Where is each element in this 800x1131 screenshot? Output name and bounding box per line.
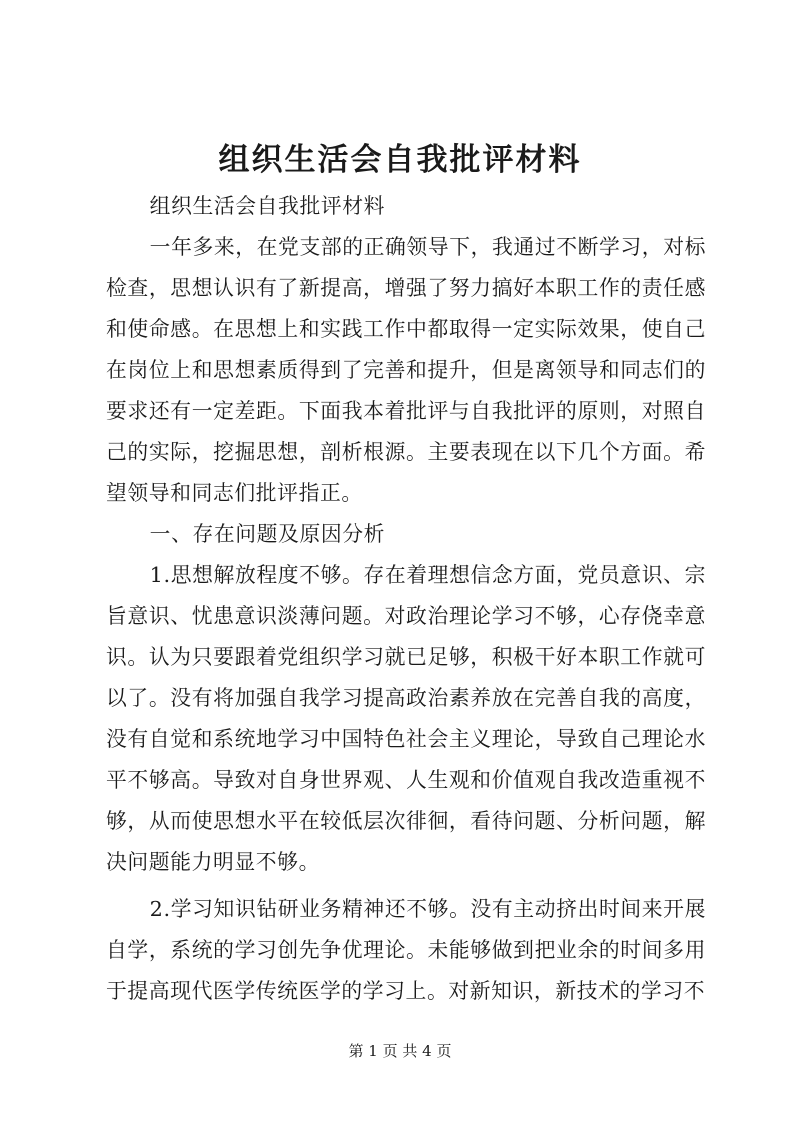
page-footer: 第 1 页 共 4 页 (348, 1042, 452, 1060)
issue-2-paragraph: 2.学习知识钻研业务精神还不够。没有主动挤出时间来开展自学，系统的学习创先争优理论。未能够做到把业余的时间多用于提高现代医学传统医学的学习上。对新知识，新技术的学习不 (106, 897, 706, 1003)
subtitle-paragraph: 组织生活会自我批评材料 (149, 194, 386, 218)
section-heading: 一、存在问题及原因分析 (149, 522, 386, 546)
intro-paragraph: 一年多来，在党支部的正确领导下，我通过不断学习，对标检查，思想认识有了新提高，增强了努力搞好本职工作的责任感和使命感。在思想上和实践工作中都取得一定实际效果，使自己在岗位上和思想素质得到了完善和提升，但是离领导和同志们的要求还有一定差距。下面我本着批评与自我批评的原则，对照自己的实际，挖掘思想，剖析根源。主要表现在以下几个方面。希望领导和同志们批评指正。 (106, 235, 706, 505)
issue-1-paragraph: 1.思想解放程度不够。存在着理想信念方面，党员意识、宗旨意识、忧患意识淡薄问题。对政治理论学习不够，心存侥幸意识。认为只要跟着党组织学习就已足够，积极干好本职工作就可以了。没有将加强自我学习提高政治素养放在完善自我的高度，没有自觉和系统地学习中国特色社会主义理论，导致自己理论水平不够高。导致对自身世界观、人生观和价值观自我改造重视不够，从而使思想水平在较低层次徘徊，看待问题、分析问题，解决问题能力明显不够。 (106, 563, 706, 874)
document-body (106, 186, 706, 1012)
document-title: 组织生活会自我批评材料 (218, 142, 582, 178)
